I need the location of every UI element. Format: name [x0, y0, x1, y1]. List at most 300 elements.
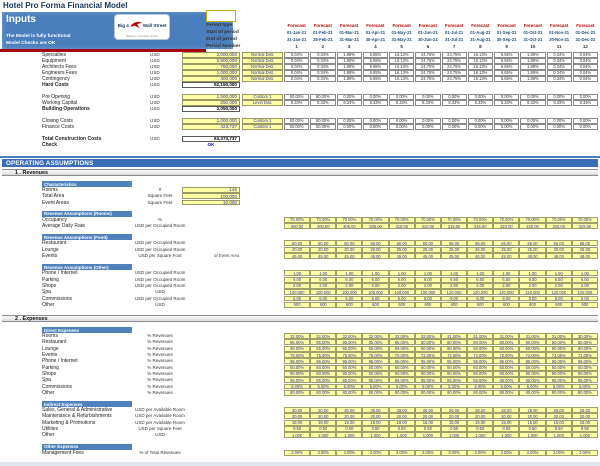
input-cell[interactable]: 50.00%: [389, 365, 415, 371]
input-cell[interactable]: 0.50: [362, 426, 388, 432]
input-cell[interactable]: 32.00%: [362, 333, 388, 339]
input-cell[interactable]: 80.00%: [546, 339, 572, 345]
cost-input-cell[interactable]: 400,000: [182, 76, 240, 82]
input-cell[interactable]: 5.00%: [362, 384, 388, 390]
input-cell[interactable]: 80.00%: [284, 390, 310, 396]
input-cell[interactable]: 1.00: [493, 270, 519, 276]
input-cell[interactable]: 80.00%: [441, 339, 467, 345]
input-cell[interactable]: 85.00%: [572, 377, 598, 383]
input-cell[interactable]: 1,000: [441, 432, 467, 438]
input-cell[interactable]: 70.00%: [310, 217, 336, 223]
input-cell[interactable]: 3.00%: [362, 450, 388, 456]
input-cell[interactable]: 80.00%: [519, 390, 545, 396]
input-cell[interactable]: 15.00: [493, 420, 519, 426]
input-cell[interactable]: 30.00: [336, 407, 362, 413]
input-cell[interactable]: 0.50: [546, 426, 572, 432]
input-cell[interactable]: 72.00%: [467, 352, 493, 358]
input-cell[interactable]: 90.00%: [310, 371, 336, 377]
input-cell[interactable]: 10,000: [182, 200, 240, 206]
input-cell[interactable]: 18.00: [336, 420, 362, 426]
input-cell[interactable]: 28.00: [493, 407, 519, 413]
input-cell[interactable]: 120,000: [572, 289, 598, 295]
input-cell[interactable]: 70.00%: [284, 217, 310, 223]
input-cell[interactable]: 45.00: [389, 253, 415, 259]
input-cell[interactable]: 2.00: [310, 283, 336, 289]
input-cell[interactable]: 1.00: [284, 270, 310, 276]
input-cell[interactable]: 0.50: [519, 426, 545, 432]
input-cell[interactable]: 600: [546, 302, 572, 308]
input-cell[interactable]: 18.00: [362, 420, 388, 426]
input-cell[interactable]: 305.00: [362, 223, 388, 229]
input-cell[interactable]: 600: [310, 302, 336, 308]
input-cell[interactable]: 60.00%: [493, 346, 519, 352]
input-cell[interactable]: 3.00%: [546, 450, 572, 456]
input-cell[interactable]: 45.00: [467, 253, 493, 259]
input-cell[interactable]: 60.00: [415, 240, 441, 246]
input-cell[interactable]: 85.00%: [415, 377, 441, 383]
input-cell[interactable]: 45.00: [362, 253, 388, 259]
input-cell[interactable]: 100,000: [284, 289, 310, 295]
input-cell[interactable]: 1,000: [336, 432, 362, 438]
input-cell[interactable]: 1,000: [467, 432, 493, 438]
input-cell[interactable]: 95.00%: [336, 358, 362, 364]
input-cell[interactable]: 95.00%: [546, 358, 572, 364]
input-cell[interactable]: 15.00: [572, 420, 598, 426]
input-cell[interactable]: 85.00%: [284, 339, 310, 345]
input-cell[interactable]: 20.00: [310, 413, 336, 419]
input-cell[interactable]: 85.00%: [519, 377, 545, 383]
input-cell[interactable]: 75.00%: [336, 352, 362, 358]
input-cell[interactable]: 5.00%: [572, 384, 598, 390]
input-cell[interactable]: 3.00%: [336, 450, 362, 456]
input-cell[interactable]: 90.00%: [467, 371, 493, 377]
input-cell[interactable]: 2.00: [336, 283, 362, 289]
input-cell[interactable]: 310.00: [389, 223, 415, 229]
input-cell[interactable]: 9.00: [572, 296, 598, 302]
input-cell[interactable]: 2.00: [519, 283, 545, 289]
input-cell[interactable]: 75.00%: [389, 352, 415, 358]
input-cell[interactable]: 18.00: [310, 420, 336, 426]
input-cell[interactable]: 310.00: [415, 223, 441, 229]
input-cell[interactable]: 600: [336, 302, 362, 308]
input-cell[interactable]: 6.00: [415, 277, 441, 283]
input-cell[interactable]: 85.00%: [336, 339, 362, 345]
input-cell[interactable]: 30.00: [415, 407, 441, 413]
input-cell[interactable]: 31.00%: [441, 333, 467, 339]
input-cell[interactable]: 305.00: [336, 223, 362, 229]
input-cell[interactable]: 20.00: [519, 413, 545, 419]
input-cell[interactable]: 325.00: [572, 223, 598, 229]
input-cell[interactable]: 80.00%: [415, 339, 441, 345]
input-cell[interactable]: 5.00%: [389, 384, 415, 390]
distribution-select[interactable]: Level Dist.: [242, 100, 283, 106]
input-cell[interactable]: 20.00: [336, 413, 362, 419]
input-cell[interactable]: 95.00%: [467, 358, 493, 364]
input-cell[interactable]: 70.00%: [546, 217, 572, 223]
input-cell[interactable]: 600: [362, 302, 388, 308]
input-cell[interactable]: 70.00%: [519, 217, 545, 223]
input-cell[interactable]: 25.00: [519, 247, 545, 253]
input-cell[interactable]: 2.00: [362, 283, 388, 289]
input-cell[interactable]: 3.00%: [572, 450, 598, 456]
input-cell[interactable]: 60.00: [284, 240, 310, 246]
input-cell[interactable]: 80.00%: [310, 390, 336, 396]
input-cell[interactable]: 0.50: [467, 426, 493, 432]
input-cell[interactable]: 15.00: [467, 420, 493, 426]
input-cell[interactable]: 20.00: [336, 247, 362, 253]
input-cell[interactable]: 1,000: [310, 432, 336, 438]
input-cell[interactable]: 1.00: [519, 270, 545, 276]
input-cell[interactable]: 6.00: [284, 277, 310, 283]
input-cell[interactable]: 120,000: [493, 289, 519, 295]
input-cell[interactable]: 1.00: [389, 270, 415, 276]
input-cell[interactable]: 20.00: [362, 413, 388, 419]
input-cell[interactable]: 600: [389, 302, 415, 308]
input-cell[interactable]: 3.00%: [493, 450, 519, 456]
input-cell[interactable]: 145: [182, 187, 240, 193]
distribution-select[interactable]: Custom 1: [242, 94, 283, 100]
input-cell[interactable]: 3.00%: [284, 450, 310, 456]
input-cell[interactable]: 50.00%: [572, 365, 598, 371]
input-cell[interactable]: 5.00%: [336, 384, 362, 390]
input-cell[interactable]: 85.00%: [546, 377, 572, 383]
input-cell[interactable]: 0.50: [389, 426, 415, 432]
input-cell[interactable]: 50.00%: [336, 365, 362, 371]
input-cell[interactable]: 65.00%: [389, 346, 415, 352]
input-cell[interactable]: 45.00: [310, 253, 336, 259]
input-cell[interactable]: 1.00: [467, 270, 493, 276]
input-cell[interactable]: 100,000: [415, 289, 441, 295]
cost-input-cell[interactable]: 1,000,000: [182, 118, 240, 124]
input-cell[interactable]: 15.00: [441, 420, 467, 426]
input-cell[interactable]: 3.00%: [310, 450, 336, 456]
input-cell[interactable]: 80.00%: [441, 390, 467, 396]
input-cell[interactable]: 1,000: [362, 432, 388, 438]
input-cell[interactable]: 20.00: [310, 247, 336, 253]
input-cell[interactable]: 0.50: [336, 426, 362, 432]
input-cell[interactable]: 5.00%: [415, 384, 441, 390]
input-cell[interactable]: 28.00: [467, 407, 493, 413]
input-cell[interactable]: 60.00: [310, 240, 336, 246]
input-cell[interactable]: 80.00%: [493, 339, 519, 345]
input-cell[interactable]: 72.00%: [546, 352, 572, 358]
input-cell[interactable]: 600: [572, 302, 598, 308]
input-cell[interactable]: 6.50: [467, 277, 493, 283]
input-cell[interactable]: 85.00%: [310, 377, 336, 383]
input-cell[interactable]: 60.00: [389, 240, 415, 246]
input-cell[interactable]: 600: [284, 302, 310, 308]
input-cell[interactable]: 315.00: [467, 223, 493, 229]
input-cell[interactable]: 90.00%: [546, 371, 572, 377]
input-cell[interactable]: 6.00: [336, 277, 362, 283]
input-cell[interactable]: 50.00%: [546, 365, 572, 371]
input-cell[interactable]: 9.00: [441, 296, 467, 302]
input-cell[interactable]: 0.50: [310, 426, 336, 432]
distribution-select[interactable]: Normal Dist.: [242, 58, 283, 64]
input-cell[interactable]: 15.00: [519, 420, 545, 426]
cost-input-cell[interactable]: 1,500,000: [182, 94, 240, 100]
input-cell[interactable]: 3.00%: [519, 450, 545, 456]
input-cell[interactable]: 25.00: [467, 247, 493, 253]
input-cell[interactable]: 20.00: [572, 413, 598, 419]
input-cell[interactable]: 5.00: [336, 296, 362, 302]
input-cell[interactable]: 0.50: [493, 426, 519, 432]
input-cell[interactable]: 25.00: [389, 247, 415, 253]
input-cell[interactable]: 315.00: [441, 223, 467, 229]
input-cell[interactable]: 0.50: [284, 426, 310, 432]
input-cell[interactable]: 600: [467, 302, 493, 308]
input-cell[interactable]: 65.00%: [336, 346, 362, 352]
input-cell[interactable]: 5.00: [362, 296, 388, 302]
input-cell[interactable]: 85.00%: [441, 377, 467, 383]
input-cell[interactable]: 85.00%: [493, 377, 519, 383]
input-cell[interactable]: 5.00%: [519, 384, 545, 390]
input-cell[interactable]: 95.00%: [284, 358, 310, 364]
input-cell[interactable]: 6.50: [493, 277, 519, 283]
input-cell[interactable]: 325.00: [546, 223, 572, 229]
input-cell[interactable]: 120,000: [546, 289, 572, 295]
input-cell[interactable]: 1.00: [336, 270, 362, 276]
input-cell[interactable]: 28.00: [519, 407, 545, 413]
input-cell[interactable]: 6.50: [572, 277, 598, 283]
input-cell[interactable]: 70.00%: [441, 217, 467, 223]
distribution-select[interactable]: Normal Dist.: [242, 52, 283, 58]
input-cell[interactable]: 70.00%: [572, 217, 598, 223]
input-cell[interactable]: 95.00%: [389, 358, 415, 364]
input-cell[interactable]: 320.00: [519, 223, 545, 229]
input-cell[interactable]: 95.00%: [441, 358, 467, 364]
input-cell[interactable]: 45.00: [415, 253, 441, 259]
input-cell[interactable]: 30.00%: [572, 333, 598, 339]
input-cell[interactable]: 85.00%: [336, 377, 362, 383]
input-cell[interactable]: 32.00%: [415, 333, 441, 339]
input-cell[interactable]: 50.00%: [362, 365, 388, 371]
input-cell[interactable]: 60.00%: [572, 346, 598, 352]
input-cell[interactable]: 5.00%: [441, 384, 467, 390]
input-cell[interactable]: 1.00: [362, 270, 388, 276]
input-cell[interactable]: 100,000: [362, 289, 388, 295]
input-cell[interactable]: 48.00: [572, 253, 598, 259]
input-cell[interactable]: 100,000: [389, 289, 415, 295]
input-cell[interactable]: 600: [415, 302, 441, 308]
input-cell[interactable]: 50.00%: [467, 365, 493, 371]
input-cell[interactable]: 60.00: [362, 240, 388, 246]
input-cell[interactable]: 300.00: [310, 223, 336, 229]
input-cell[interactable]: 80.00%: [467, 390, 493, 396]
input-cell[interactable]: 600: [441, 302, 467, 308]
input-cell[interactable]: 50.00%: [310, 365, 336, 371]
input-cell[interactable]: 95.00%: [310, 358, 336, 364]
input-cell[interactable]: 2.00: [441, 283, 467, 289]
input-cell[interactable]: 20.00: [284, 413, 310, 419]
input-cell[interactable]: 1,000: [493, 432, 519, 438]
input-cell[interactable]: 20.00: [362, 247, 388, 253]
input-cell[interactable]: 48.00: [519, 253, 545, 259]
cost-input-cell[interactable]: 1,000,000: [182, 70, 240, 76]
input-cell[interactable]: 6.00: [362, 277, 388, 283]
distribution-select[interactable]: Normal Dist.: [242, 76, 283, 82]
input-cell[interactable]: 3.00%: [389, 450, 415, 456]
input-cell[interactable]: 100,000: [182, 193, 240, 199]
input-cell[interactable]: 31.00%: [467, 333, 493, 339]
input-cell[interactable]: 60.00%: [441, 346, 467, 352]
input-cell[interactable]: 85.00%: [362, 377, 388, 383]
cost-input-cell[interactable]: 250,000: [182, 100, 240, 106]
input-cell[interactable]: 2.00: [415, 283, 441, 289]
distribution-select[interactable]: Custom 1: [242, 124, 283, 130]
input-cell[interactable]: 90.00%: [415, 371, 441, 377]
input-cell[interactable]: 90.00%: [493, 371, 519, 377]
input-cell[interactable]: 85.00%: [467, 377, 493, 383]
input-cell[interactable]: 6.50: [519, 277, 545, 283]
input-cell[interactable]: 80.00%: [415, 390, 441, 396]
input-cell[interactable]: 50.00%: [519, 365, 545, 371]
input-cell[interactable]: 65.00: [546, 240, 572, 246]
input-cell[interactable]: 28.00: [546, 407, 572, 413]
input-cell[interactable]: 2.00: [467, 283, 493, 289]
input-cell[interactable]: 70.00%: [415, 217, 441, 223]
input-cell[interactable]: 50.00%: [284, 365, 310, 371]
input-cell[interactable]: 65.00: [441, 240, 467, 246]
distribution-select[interactable]: Normal Dist.: [242, 70, 283, 76]
input-cell[interactable]: 2.00: [389, 283, 415, 289]
input-cell[interactable]: 75.00%: [362, 352, 388, 358]
input-cell[interactable]: 50.00%: [415, 365, 441, 371]
input-cell[interactable]: 70.00%: [336, 217, 362, 223]
input-cell[interactable]: 120,000: [467, 289, 493, 295]
input-cell[interactable]: 9.00: [467, 296, 493, 302]
input-cell[interactable]: 95.00%: [519, 358, 545, 364]
input-cell[interactable]: 80.00%: [493, 390, 519, 396]
input-cell[interactable]: 32.00%: [310, 333, 336, 339]
input-cell[interactable]: 90.00%: [389, 371, 415, 377]
input-cell[interactable]: 80.00%: [572, 390, 598, 396]
input-cell[interactable]: 65.00: [572, 240, 598, 246]
input-cell[interactable]: 30.00: [284, 407, 310, 413]
input-cell[interactable]: 1.00: [441, 270, 467, 276]
input-cell[interactable]: 0.50: [415, 426, 441, 432]
input-cell[interactable]: 1.00: [546, 270, 572, 276]
input-cell[interactable]: 85.00%: [284, 377, 310, 383]
input-cell[interactable]: 6.50: [546, 277, 572, 283]
input-cell[interactable]: 85.00%: [362, 339, 388, 345]
input-cell[interactable]: 31.00%: [519, 333, 545, 339]
input-cell[interactable]: 20.00: [546, 413, 572, 419]
input-cell[interactable]: 5.00%: [310, 384, 336, 390]
input-cell[interactable]: 85.00%: [310, 339, 336, 345]
input-cell[interactable]: 20.00: [441, 413, 467, 419]
input-cell[interactable]: 1.00: [415, 270, 441, 276]
input-cell[interactable]: 2.00: [493, 283, 519, 289]
input-cell[interactable]: 65.00: [519, 240, 545, 246]
input-cell[interactable]: 80.00%: [572, 339, 598, 345]
input-cell[interactable]: 80.00%: [389, 390, 415, 396]
input-cell[interactable]: 1,000: [519, 432, 545, 438]
distribution-select[interactable]: Custom 1: [242, 118, 283, 124]
input-cell[interactable]: 5.00: [310, 296, 336, 302]
input-cell[interactable]: 1,000: [546, 432, 572, 438]
cost-input-cell[interactable]: 423,737: [182, 124, 240, 130]
input-cell[interactable]: 25.00: [546, 247, 572, 253]
input-cell[interactable]: 90.00%: [336, 371, 362, 377]
input-cell[interactable]: 2.00: [546, 283, 572, 289]
input-cell[interactable]: 72.00%: [493, 352, 519, 358]
input-cell[interactable]: 95.00%: [493, 358, 519, 364]
input-cell[interactable]: 60.00%: [546, 346, 572, 352]
input-cell[interactable]: 3.00%: [415, 450, 441, 456]
input-cell[interactable]: 1.00: [310, 270, 336, 276]
input-cell[interactable]: 50.00%: [441, 365, 467, 371]
input-cell[interactable]: 95.00%: [572, 358, 598, 364]
input-cell[interactable]: 5.00%: [467, 384, 493, 390]
input-cell[interactable]: 65.00%: [284, 346, 310, 352]
input-cell[interactable]: 18.00: [415, 420, 441, 426]
input-cell[interactable]: 6.00: [310, 277, 336, 283]
distribution-select[interactable]: Normal Dist.: [242, 64, 283, 70]
input-cell[interactable]: 25.00: [572, 247, 598, 253]
input-cell[interactable]: 60.00%: [519, 346, 545, 352]
input-cell[interactable]: 45.00: [441, 253, 467, 259]
input-cell[interactable]: 60.00: [336, 240, 362, 246]
input-cell[interactable]: 25.00: [415, 247, 441, 253]
input-cell[interactable]: 5.00%: [284, 384, 310, 390]
input-cell[interactable]: 5.00: [284, 296, 310, 302]
input-cell[interactable]: 80.00%: [546, 390, 572, 396]
input-cell[interactable]: 70.00%: [362, 217, 388, 223]
input-cell[interactable]: 45.00: [284, 253, 310, 259]
input-cell[interactable]: 28.00: [572, 407, 598, 413]
input-cell[interactable]: 1,000: [284, 432, 310, 438]
input-cell[interactable]: 6.00: [389, 277, 415, 283]
input-cell[interactable]: 9.00: [493, 296, 519, 302]
input-cell[interactable]: 65.00: [493, 240, 519, 246]
input-cell[interactable]: 1,000: [572, 432, 598, 438]
input-cell[interactable]: 100,000: [310, 289, 336, 295]
input-cell[interactable]: 30.00: [362, 407, 388, 413]
input-cell[interactable]: 15.00: [546, 420, 572, 426]
input-cell[interactable]: 72.00%: [572, 352, 598, 358]
input-cell[interactable]: 100,000: [336, 289, 362, 295]
period-type-input-cell[interactable]: [206, 10, 236, 22]
input-cell[interactable]: 600: [519, 302, 545, 308]
input-cell[interactable]: 0.50: [441, 426, 467, 432]
input-cell[interactable]: 31.00%: [546, 333, 572, 339]
input-cell[interactable]: 20.00: [467, 413, 493, 419]
input-cell[interactable]: 3.00%: [441, 450, 467, 456]
input-cell[interactable]: 600: [493, 302, 519, 308]
input-cell[interactable]: 2.00: [284, 283, 310, 289]
input-cell[interactable]: 80.00%: [467, 339, 493, 345]
input-cell[interactable]: 45.00: [336, 253, 362, 259]
input-cell[interactable]: 5.00: [389, 296, 415, 302]
input-cell[interactable]: 6.50: [441, 277, 467, 283]
input-cell[interactable]: 95.00%: [362, 358, 388, 364]
input-cell[interactable]: 90.00%: [572, 371, 598, 377]
input-cell[interactable]: 65.00%: [362, 346, 388, 352]
input-cell[interactable]: 85.00%: [389, 377, 415, 383]
input-cell[interactable]: 32.00%: [284, 333, 310, 339]
input-cell[interactable]: 80.00%: [362, 390, 388, 396]
input-cell[interactable]: 65.00: [467, 240, 493, 246]
input-cell[interactable]: 30.00: [389, 407, 415, 413]
input-cell[interactable]: 50.00%: [493, 365, 519, 371]
input-cell[interactable]: 1.00: [572, 270, 598, 276]
input-cell[interactable]: 72.00%: [415, 352, 441, 358]
input-cell[interactable]: 120,000: [441, 289, 467, 295]
input-cell[interactable]: 18.00: [284, 420, 310, 426]
cost-input-cell[interactable]: 2,000,000: [182, 52, 240, 58]
input-cell[interactable]: 5.00%: [546, 384, 572, 390]
